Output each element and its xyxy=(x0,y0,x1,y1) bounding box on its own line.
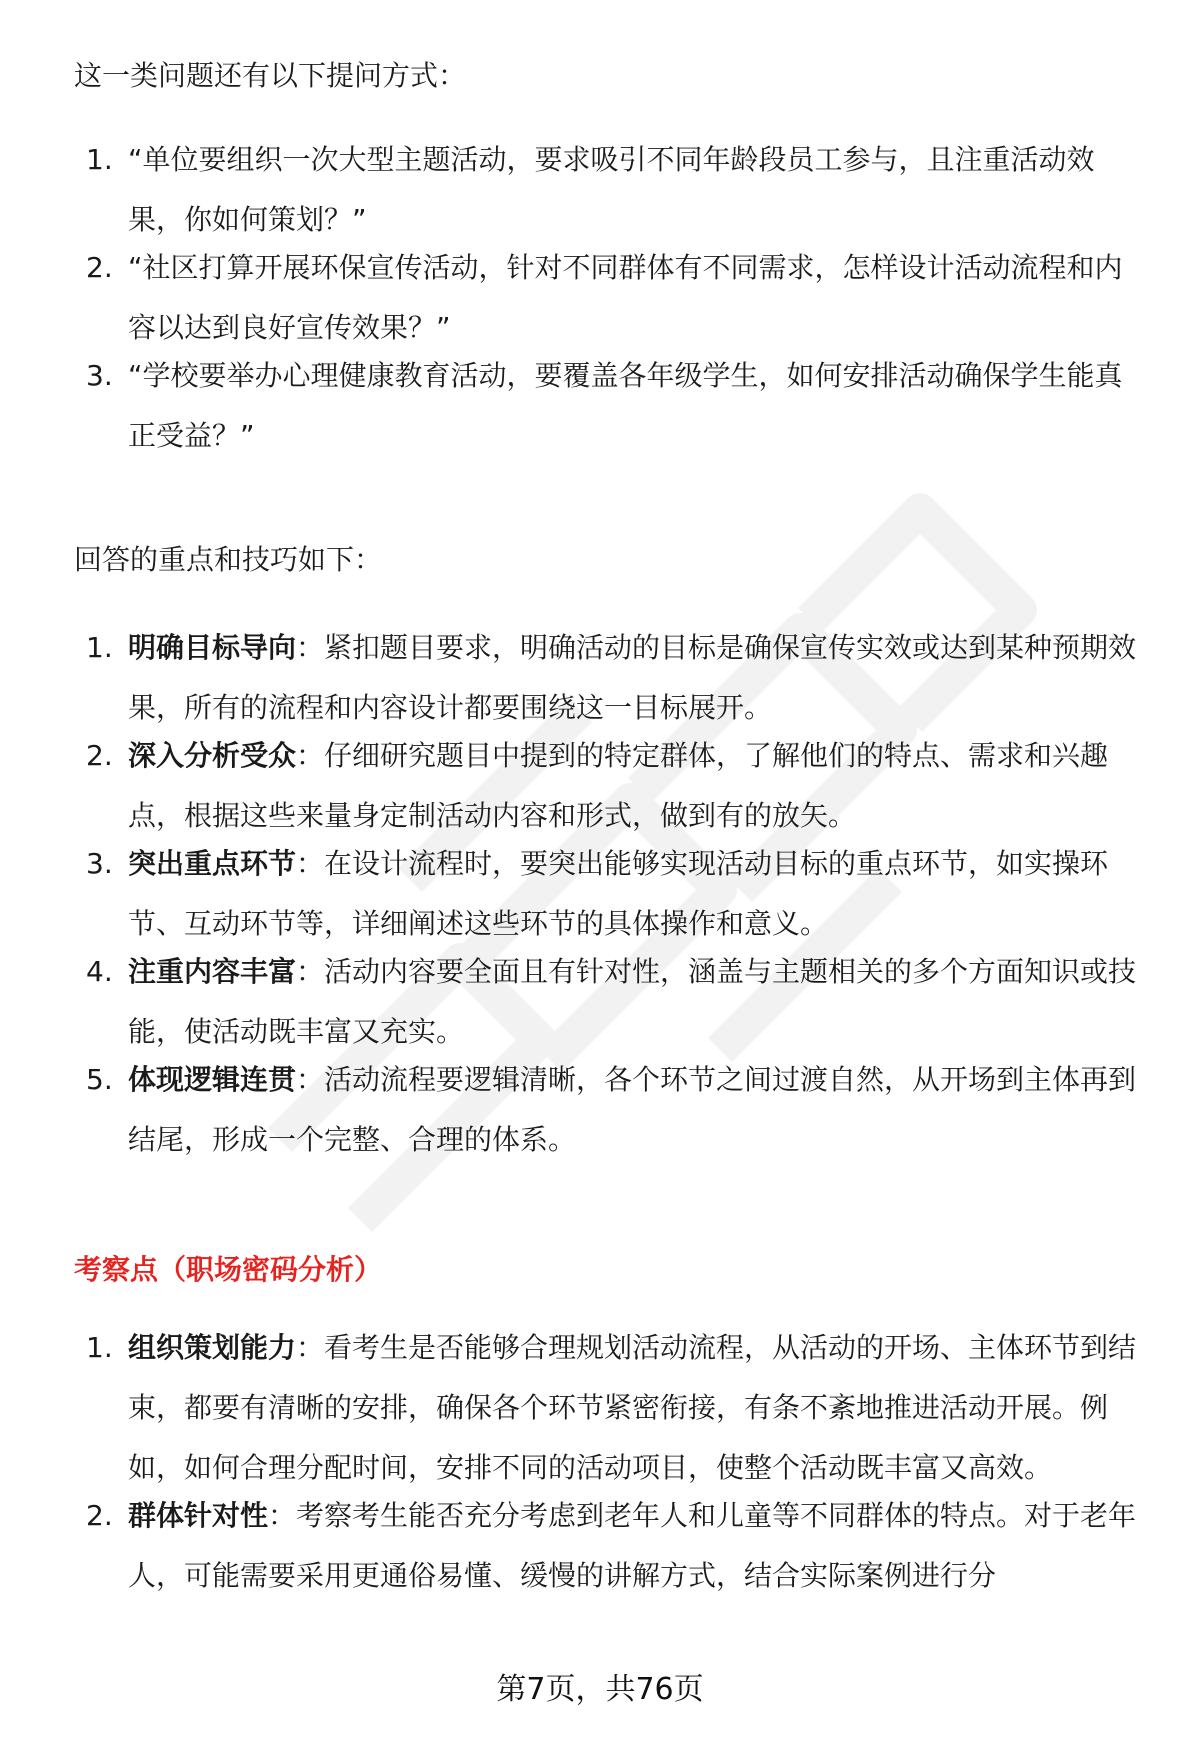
list-item xyxy=(0,834,1200,954)
questions-list xyxy=(0,130,1200,466)
tip-separator: ： xyxy=(296,847,325,880)
point-separator: ： xyxy=(268,1499,297,1532)
tip-separator: ： xyxy=(296,631,325,664)
tip-text: 仔细研究题目中提到的特定群体，了解他们的特点、需求和兴趣点，根据这些来量身定制活动内容和形式，做到有的放矢。 xyxy=(128,739,1109,832)
tip-term: 明确目标导向 xyxy=(128,631,297,664)
point-term: 组织策划能力 xyxy=(128,1331,297,1364)
tip-separator: ： xyxy=(296,955,325,988)
list-item xyxy=(0,726,1200,846)
list-item xyxy=(0,1318,1200,1498)
intro-text: 这一类问题还有以下提问方式： xyxy=(74,59,467,92)
question-text: “社区打算开展环保宣传活动，针对不同群体有不同需求，怎样设计活动流程和内容以达到良好宣传效果？” xyxy=(128,251,1123,344)
question-text: “学校要举办心理健康教育活动，要覆盖各年级学生，如何安排活动确保学生能真正受益？” xyxy=(128,359,1123,452)
tips-heading: 回答的重点和技巧如下： xyxy=(74,543,383,576)
tip-text: 活动内容要全面且有针对性，涵盖与主题相关的多个方面知识或技能，使活动既丰富又充实。 xyxy=(128,955,1137,1048)
list-number: 2. xyxy=(86,251,113,284)
tip-separator: ： xyxy=(296,1063,325,1096)
section-heading: 考察点（职场密码分析） xyxy=(74,1253,383,1286)
list-number: 2. xyxy=(86,1499,113,1532)
list-number: 1. xyxy=(86,631,113,664)
tips-list xyxy=(0,618,1200,1170)
tip-term: 突出重点环节 xyxy=(128,847,297,880)
list-item xyxy=(0,130,1200,250)
question-text: “单位要组织一次大型主题活动，要求吸引不同年龄段员工参与，且注重活动效果，你如何策划？” xyxy=(128,143,1095,236)
page-footer: 第7页，共76页 xyxy=(496,1672,704,1707)
point-text: 看考生是否能够合理规划活动流程，从活动的开场、主体环节到结束，都要有清晰的安排，确保各个环节紧密衔接，有条不紊地推进活动开展。例如，如何合理分配时间，安排不同的活动项目，使整个活动既丰富又高效。 xyxy=(128,1331,1137,1484)
list-number: 3. xyxy=(86,359,113,392)
list-number: 4. xyxy=(86,955,113,988)
list-item xyxy=(0,942,1200,1062)
list-number: 1. xyxy=(86,1331,113,1364)
tip-term: 深入分析受众 xyxy=(128,739,297,772)
tip-term: 注重内容丰富 xyxy=(128,955,297,988)
tip-text: 在设计流程时，要突出能够实现活动目标的重点环节，如实操环节、互动环节等，详细阐述这些环节的具体操作和意义。 xyxy=(128,847,1109,940)
list-item xyxy=(0,238,1200,358)
tip-text: 活动流程要逻辑清晰，各个环节之间过渡自然，从开场到主体再到结尾，形成一个完整、合理的体系。 xyxy=(128,1063,1137,1156)
tip-separator: ： xyxy=(296,739,325,772)
list-item xyxy=(0,1486,1200,1606)
list-number: 2. xyxy=(86,739,113,772)
tip-term: 体现逻辑连贯 xyxy=(128,1063,297,1096)
list-item xyxy=(0,618,1200,738)
list-number: 1. xyxy=(86,143,113,176)
list-number: 5. xyxy=(86,1063,113,1096)
points-list xyxy=(0,1318,1200,1606)
list-item xyxy=(0,346,1200,466)
point-text: 考察考生能否充分考虑到老年人和儿童等不同群体的特点。对于老年人，可能需要采用更通俗易懂、缓慢的讲解方式，结合实际案例进行分 xyxy=(128,1499,1137,1592)
list-number: 3. xyxy=(86,847,113,880)
tip-text: 紧扣题目要求，明确活动的目标是确保宣传实效或达到某种预期效果，所有的流程和内容设计都要围绕这一目标展开。 xyxy=(128,631,1137,724)
point-term: 群体针对性 xyxy=(128,1499,269,1532)
list-item xyxy=(0,1050,1200,1170)
point-separator: ： xyxy=(296,1331,325,1364)
